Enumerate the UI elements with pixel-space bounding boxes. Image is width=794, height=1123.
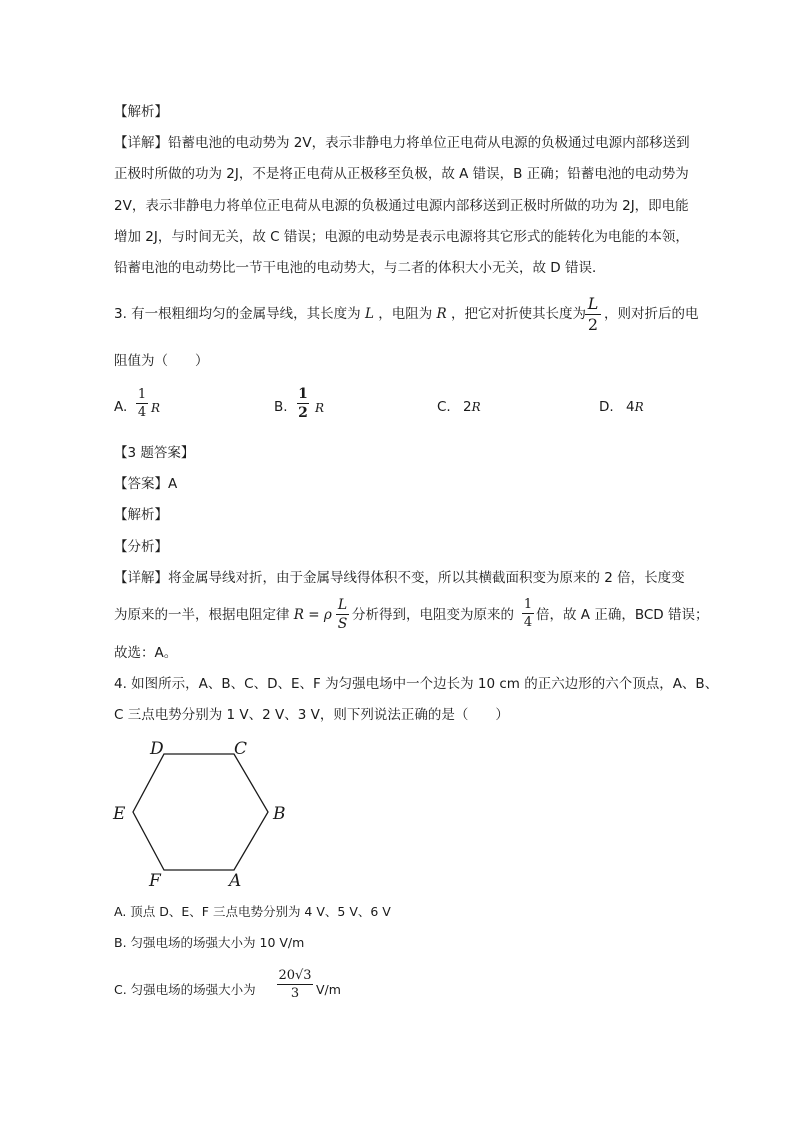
fraction-numerator: L xyxy=(587,294,599,313)
option-d-value: 4 xyxy=(625,399,635,415)
fraction-numerator: 1 xyxy=(523,597,533,612)
option-c-value: 2 xyxy=(463,399,472,415)
formula-fraction-L-over-S xyxy=(336,598,349,631)
q3-option-a[interactable] xyxy=(114,401,127,415)
fraction-numerator: L xyxy=(337,597,348,613)
q4-line-2: C 三点电势分别为 1 V、2 V、3 V，则下列说法正确的是（ ） xyxy=(114,707,509,723)
q3-answer xyxy=(114,478,177,492)
fraction-denominator: 2 xyxy=(298,405,308,421)
detail-line-2: 正极时所做的功为 2J，不是将正电荷从正极移至负极，故 A 错误，B 正确；铅蓄电池的电动势为 xyxy=(114,166,689,182)
detail-line-5: 铅蓄电池的电动势比一节干电池的电动势大，与二者的体积大小无关，故 D 错误． xyxy=(114,260,606,276)
q3-fenxi: 【分析】 xyxy=(114,539,168,555)
fraction-numerator: 1 xyxy=(298,386,308,402)
q4-option-c-unit: V/m xyxy=(316,982,341,997)
q3-answer-tag: 【3 题答案】 xyxy=(114,445,195,461)
formula-rho: ρ xyxy=(323,607,332,623)
option-c-label: C. xyxy=(437,399,451,415)
fraction-denominator: 4 xyxy=(523,615,533,630)
q3-var-L: L xyxy=(364,306,374,322)
fraction-denominator: 3 xyxy=(290,986,300,1001)
detail-line-1: 【详解】铅蓄电池的电动势为 2V，表示非静电力将单位正电荷从电源的负极通过电源内部移送到 xyxy=(114,135,690,151)
q3-line-1-end: ，则对折后的电 xyxy=(604,306,699,322)
option-d-label: D. xyxy=(599,399,614,415)
vertex-label-a: A xyxy=(229,871,242,891)
q4-option-c-fraction xyxy=(277,969,313,1000)
fraction-denominator: 4 xyxy=(137,405,147,420)
q3-text-a: 3. 有一根粗细均匀的金属导线，其长度为 xyxy=(114,306,361,322)
fraction-bar xyxy=(297,403,309,404)
detail-line-3: 2V，表示非静电力将单位正电荷从电源的负极通过电源内部移送到正极时所做的功为 2J，即电能 xyxy=(114,198,689,214)
vertex-label-c: C xyxy=(234,739,248,759)
option-b-label: B. xyxy=(274,399,288,415)
q3-line-1 xyxy=(114,308,586,322)
jiexi-heading-1: 【解析】 xyxy=(114,104,168,120)
vertex-label-f: F xyxy=(149,871,161,891)
option-c-var: R xyxy=(471,400,481,414)
vertex-label-e: E xyxy=(113,804,126,824)
q3-text-b: ，电阻为 xyxy=(378,306,433,322)
fraction-numerator: 20√3 xyxy=(278,968,312,983)
q3-option-a-fraction xyxy=(136,388,148,419)
q3-option-d[interactable] xyxy=(599,401,644,415)
q3-detail-line-2-mid: 分析得到，电阻变为原来的 xyxy=(352,607,514,623)
q3-option-c[interactable] xyxy=(437,401,481,415)
formula-equals: = xyxy=(303,607,324,623)
option-a-label: A. xyxy=(114,399,128,415)
fraction-bar xyxy=(277,984,313,985)
vertex-label-d: D xyxy=(150,739,164,759)
q4-option-c[interactable]: C. 匀强电场的场强大小为 xyxy=(114,982,256,997)
q4-option-b[interactable]: B. 匀强电场的场强大小为 10 V/m xyxy=(114,935,305,950)
fraction-denominator: 2 xyxy=(587,315,599,334)
q3-jiexi: 【解析】 xyxy=(114,507,168,523)
q4-line-1: 4. 如图所示，A、B、C、D、E、F 为匀强电场中一个边长为 10 cm 的正六边形的六个顶点，A、B、 xyxy=(114,676,719,692)
q3-detail-line-2-end: 倍，故 A 正确，BCD 错误； xyxy=(536,607,709,623)
q3-text-c: ，把它对折使其长度为 xyxy=(451,306,586,322)
detail-line-4: 增加 2J，与时间无关，故 C 错误；电源的电动势是表示电源将其它形式的能转化为电能的本领， xyxy=(114,229,689,245)
answer-value: A xyxy=(168,476,178,492)
fraction-bar xyxy=(522,613,534,614)
q3-option-b[interactable] xyxy=(274,401,288,415)
q3-line-2: 阻值为（ ） xyxy=(114,353,209,369)
q3-option-a-var: R xyxy=(151,401,161,415)
formula-fraction-1-over-4 xyxy=(522,598,534,629)
fraction-numerator: 1 xyxy=(137,387,147,402)
q3-fraction-L-over-2 xyxy=(585,296,601,333)
hexagon-outline xyxy=(133,754,268,870)
option-d-var: R xyxy=(634,400,644,414)
q3-detail-line-3: 故选：A。 xyxy=(114,645,178,661)
q3-option-b-var: R xyxy=(315,401,325,415)
vertex-label-b: B xyxy=(273,804,286,824)
formula-R: R xyxy=(293,607,304,623)
detail2-text-a: 为原来的一半，根据电阻定律 xyxy=(114,607,290,623)
q3-var-R: R xyxy=(436,306,447,322)
fraction-bar xyxy=(136,403,148,404)
q3-detail-line-1: 【详解】将金属导线对折，由于金属导线得体积不变，所以其横截面积变为原来的 2 倍，长度变 xyxy=(114,570,685,586)
q3-detail-line-2 xyxy=(114,609,332,623)
fraction-denominator: S xyxy=(337,616,348,632)
fraction-bar xyxy=(336,614,349,615)
q4-option-a[interactable]: A. 顶点 D、E、F 三点电势分别为 4 V、5 V、6 V xyxy=(114,904,391,919)
q3-option-b-fraction xyxy=(297,387,309,420)
hexagon-figure xyxy=(106,732,306,892)
answer-label: 【答案】 xyxy=(114,476,168,492)
